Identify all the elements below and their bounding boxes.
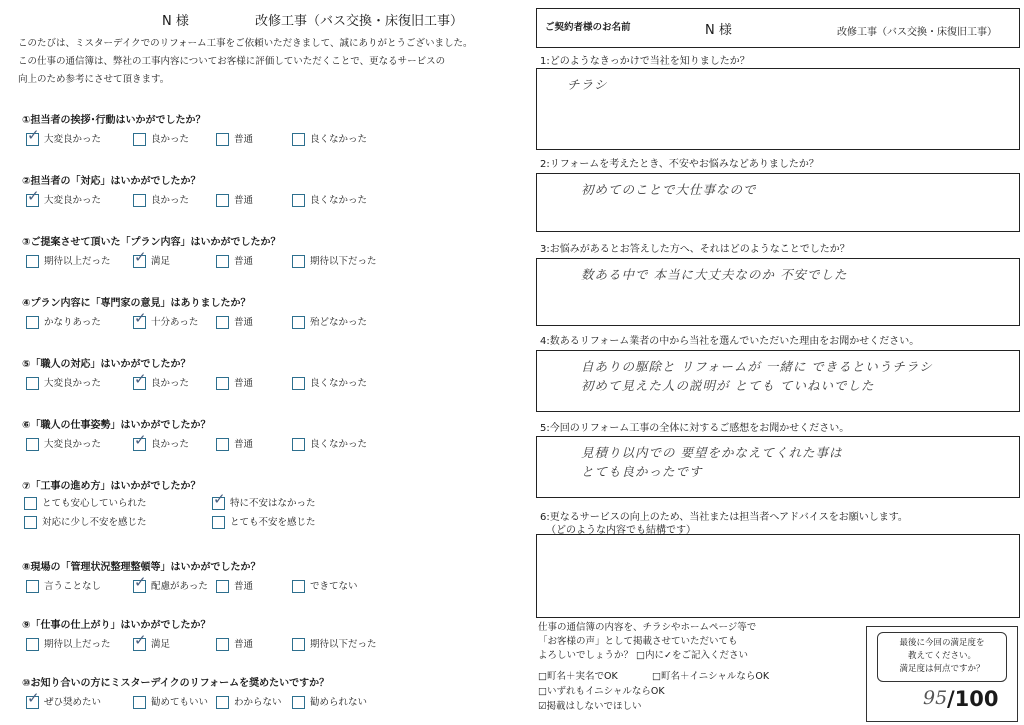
q5-option-2[interactable]: ✓ 良かった	[133, 377, 189, 391]
q8-option-3[interactable]: 普通	[216, 580, 253, 594]
q1-option-2[interactable]: 良かった	[133, 133, 189, 147]
q3-option-2[interactable]: ✓ 満足	[133, 255, 170, 269]
publish-option-1[interactable]: □町名＋実名でOK	[538, 671, 618, 682]
q1-title: ①担当者の挨拶･行動はいかがでしたか？	[22, 115, 206, 126]
checkbox-checked[interactable]	[212, 497, 225, 510]
q10-option-4[interactable]: 勧められない	[292, 696, 367, 710]
q9-option-2[interactable]: ✓ 満足	[133, 638, 170, 652]
q4-option-4[interactable]: 殆どなかった	[292, 316, 367, 330]
checkbox[interactable]	[24, 516, 37, 529]
handwritten-answer: 見積り以内での 要望をかなえてくれた事は	[581, 445, 843, 460]
q5-option-4[interactable]: 良くなかった	[292, 377, 367, 391]
q7-option-2[interactable]: ✓ 特に不安はなかった	[212, 497, 316, 511]
right-q6-answer-box[interactable]	[536, 534, 1020, 618]
intro-line-1: このたびは、ミスターデイクでのリフォーム工事をご依頼いただきまして、誠にありがとうございました。	[18, 38, 473, 49]
score-max: /100	[947, 687, 999, 711]
checkbox-checked[interactable]	[26, 696, 39, 709]
publish-option-4[interactable]: ☑掲載はしないでほしい	[538, 701, 642, 712]
q7-title: ⑦「工事の進め方」はいかがでしたか？	[22, 481, 201, 492]
right-q2-answer-box[interactable]	[536, 173, 1020, 232]
q10-title: ⑩お知り合いの方にミスターデイクのリフォームを奨めたいですか？	[22, 678, 330, 689]
publish-option-2[interactable]: □町名＋イニシャルならOK	[652, 671, 770, 682]
q8-option-1[interactable]: 言うことなし	[26, 580, 101, 594]
checkbox[interactable]	[216, 133, 229, 146]
q6-option-4[interactable]: 良くなかった	[292, 438, 367, 452]
q6-option-1[interactable]: 大変良かった	[26, 438, 101, 452]
q2-title: ②担当者の「対応」はいかがでしたか？	[22, 176, 201, 187]
contract-name-box: ご契約者様のお名前 N 様 改修工事（バス交換・床復旧工事）	[536, 8, 1020, 48]
checkbox-checked[interactable]	[26, 133, 39, 146]
right-q1-answer-box[interactable]	[536, 68, 1020, 150]
right-q5-title: 5:今回のリフォーム工事の全体に対するご感想をお聞かせください。	[540, 423, 850, 434]
handwritten-answer: 初めてのことで大仕事なので	[581, 182, 757, 197]
right-q3-answer-box[interactable]	[536, 258, 1020, 326]
checkbox[interactable]	[26, 377, 39, 390]
right-q3-title: 3:お悩みがあるとお答えした方へ、それはどのようなことでしたか？	[540, 244, 850, 255]
checkbox[interactable]	[216, 696, 229, 709]
right-q5-answer-box[interactable]	[536, 436, 1020, 498]
q3-option-4[interactable]: 期待以下だった	[292, 255, 377, 269]
q4-option-2[interactable]: ✓ 十分あった	[133, 316, 198, 330]
checkbox[interactable]	[216, 255, 229, 268]
q5-option-1[interactable]: 大変良かった	[26, 377, 101, 391]
q4-option-1[interactable]: かなりあった	[26, 316, 101, 330]
checkbox[interactable]	[133, 133, 146, 146]
right-q4-title: 4:数あるリフォーム業者の中から当社を選んでいただいた理由をお聞かせください。	[540, 336, 920, 347]
q2-option-1[interactable]: ✓大変良かった	[26, 194, 101, 208]
checkbox[interactable]	[26, 438, 39, 451]
q10-option-2[interactable]: 勧めてもいい	[133, 696, 208, 710]
handwritten-answer: 数ある中で 本当に大丈夫なのか 不安でした	[581, 267, 848, 282]
q2-option-2[interactable]: 良かった	[133, 194, 189, 208]
publish-line-1: 仕事の通信簿の内容を、チラシやホームページ等で	[538, 622, 757, 633]
checkbox[interactable]	[292, 696, 305, 709]
checkbox[interactable]	[292, 316, 305, 329]
handwritten-answer: 初めて見えた人の説明が とても ていねいでした	[581, 378, 875, 393]
checkbox[interactable]	[216, 438, 229, 451]
checkbox-checked[interactable]	[26, 194, 39, 207]
q4-option-3[interactable]: 普通	[216, 316, 253, 330]
checkbox[interactable]	[216, 638, 229, 651]
right-q6-title: 6:更なるサービスの向上のため、当社または担当者へアドバイスをお願いします。	[540, 512, 908, 523]
checkbox[interactable]	[24, 497, 37, 510]
handwritten-answer: チラシ	[567, 77, 608, 92]
checkbox[interactable]	[216, 377, 229, 390]
q1-option-4[interactable]: 良くなかった	[292, 133, 367, 147]
checkbox[interactable]	[26, 580, 39, 593]
q3-title: ③ご提案させて頂いた「プラン内容」はいかがでしたか？	[22, 237, 281, 248]
checkbox-checked[interactable]	[133, 638, 146, 651]
checkbox[interactable]	[133, 194, 146, 207]
q6-option-2[interactable]: ✓ 良かった	[133, 438, 189, 452]
checkbox[interactable]	[26, 316, 39, 329]
q4-title: ④プラン内容に「専門家の意見」はありましたか？	[22, 298, 251, 309]
checkbox[interactable]	[26, 638, 39, 651]
publish-line-2: 「お客様の声」として掲載させていただいても	[538, 636, 738, 647]
q5-option-3[interactable]: 普通	[216, 377, 253, 391]
q2-option-3[interactable]: 普通	[216, 194, 253, 208]
q9-option-1[interactable]: 期待以上だった	[26, 638, 111, 652]
q2-option-4[interactable]: 良くなかった	[292, 194, 367, 208]
checkbox[interactable]	[292, 377, 305, 390]
checkbox[interactable]	[216, 580, 229, 593]
checkbox[interactable]	[292, 255, 305, 268]
q9-option-4[interactable]: 期待以下だった	[292, 638, 377, 652]
publish-line-3: よろしいでしょうか？ □内に✓をご記入ください	[538, 650, 748, 661]
q6-option-3[interactable]: 普通	[216, 438, 253, 452]
q8-option-4[interactable]: できてない	[292, 580, 358, 594]
checkbox[interactable]	[292, 194, 305, 207]
q10-option-3[interactable]: わからない	[216, 696, 282, 710]
handwritten-answer: 自ありの駆除と リフォームが 一緒に できるというチラシ	[581, 359, 933, 374]
checkbox[interactable]	[292, 580, 305, 593]
q9-option-3[interactable]: 普通	[216, 638, 253, 652]
checkbox-checked[interactable]	[133, 580, 146, 593]
score-prompt: 最後に今回の満足度を 教えてください。 満足度は何点ですか？	[877, 632, 1007, 682]
q9-title: ⑨「仕事の仕上がり」はいかがでしたか？	[22, 620, 211, 631]
q10-option-1[interactable]: ✓ぜひ奨めたい	[26, 696, 101, 710]
right-q6-subtitle: （どのような内容でも結構です）	[546, 525, 696, 536]
checkbox[interactable]	[216, 194, 229, 207]
q7-option-4[interactable]: とても不安を感じた	[212, 516, 316, 530]
q8-title: ⑧現場の「管理状況整理整頓等」はいかがでしたか？	[22, 562, 261, 573]
q7-option-3[interactable]: 対応に少し不安を感じた	[24, 516, 147, 530]
q1-option-1[interactable]: ✓大変良かった	[26, 133, 101, 147]
right-q4-answer-box[interactable]	[536, 350, 1020, 412]
checkbox[interactable]	[26, 255, 39, 268]
project-name: 改修工事（バス交換・床復旧工事）	[255, 14, 464, 29]
checkbox[interactable]	[212, 516, 225, 529]
right-q1-title: 1:どのようなきっかけで当社を知りましたか？	[540, 56, 750, 67]
checkbox-checked[interactable]	[133, 377, 146, 390]
q8-option-2[interactable]: ✓ 配慮があった	[133, 580, 208, 594]
checkbox-checked[interactable]	[133, 255, 146, 268]
intro-line-3: 向上のため参考にさせて頂きます。	[18, 74, 170, 85]
q7-option-1[interactable]: とても安心していられた	[24, 497, 147, 511]
checkbox[interactable]	[292, 638, 305, 651]
q3-option-1[interactable]: 期待以上だった	[26, 255, 111, 269]
intro-line-2: この仕事の通信簿は、弊社の工事内容についてお客様に評価していただくことで、更なるサービスの	[18, 56, 446, 67]
checkbox[interactable]	[292, 438, 305, 451]
publish-option-3[interactable]: □いずれもイニシャルならOK	[538, 686, 665, 697]
checkbox[interactable]	[133, 696, 146, 709]
score-value[interactable]: 95	[923, 687, 948, 709]
checkbox-checked[interactable]	[133, 316, 146, 329]
checkbox[interactable]	[292, 133, 305, 146]
score-box	[866, 626, 1018, 722]
checkbox[interactable]	[216, 316, 229, 329]
q3-option-3[interactable]: 普通	[216, 255, 253, 269]
q6-title: ⑥「職人の仕事姿勢」はいかがでしたか？	[22, 420, 211, 431]
customer-name: N 様	[162, 14, 189, 29]
q5-title: ⑤「職人の対応」はいかがでしたか？	[22, 359, 191, 370]
right-q2-title: 2:リフォームを考えたとき、不安やお悩みなどありましたか？	[540, 159, 819, 170]
q1-option-3[interactable]: 普通	[216, 133, 253, 147]
handwritten-answer: とても良かったです	[581, 464, 703, 479]
checkbox-checked[interactable]	[133, 438, 146, 451]
